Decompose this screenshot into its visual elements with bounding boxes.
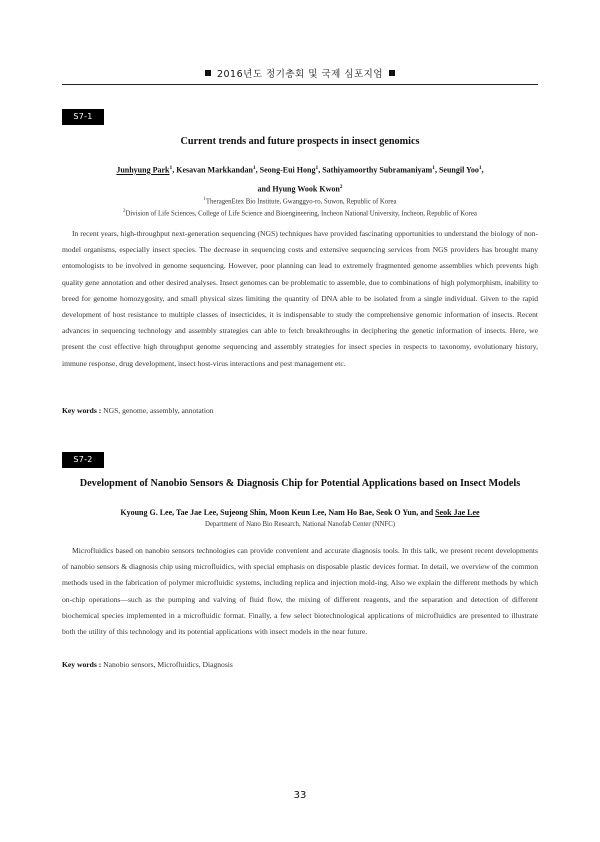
separator: , xyxy=(434,165,439,175)
keywords xyxy=(62,406,538,415)
affiliation-marker: 1 xyxy=(432,165,435,171)
session-badge: S7-1 xyxy=(62,109,104,125)
affiliation: Department of Nano Bio Research, National Nanofab Center (NNFC) xyxy=(204,521,396,528)
author-line-1 xyxy=(62,160,538,179)
affiliation xyxy=(62,207,538,219)
affiliation-marker: 1 xyxy=(315,165,319,171)
author: Kesavan Markkandan xyxy=(176,165,253,175)
author: Sathiyamoorthy Subramaniyam xyxy=(322,165,433,175)
keywords xyxy=(62,660,538,669)
session-badge: S7-2 xyxy=(62,452,104,468)
affiliation-marker: 2 xyxy=(339,183,343,190)
running-header xyxy=(0,66,600,80)
affiliation xyxy=(62,195,538,207)
author: Hyung Wook Kwon xyxy=(272,184,340,194)
separator: , xyxy=(172,165,177,175)
page-number: 33 xyxy=(293,790,307,801)
affiliation-marker: 1 xyxy=(203,197,206,202)
presenting-author: Junhyung Park xyxy=(116,165,170,175)
abstract-title: Current trends and future prospects in insect genomics xyxy=(180,136,420,147)
separator: , xyxy=(255,165,260,175)
presenting-author: Seok Jae Lee xyxy=(435,508,480,517)
affiliation-marker: 1 xyxy=(478,165,482,171)
keywords-label: Key words : xyxy=(62,660,102,669)
square-bullet-icon xyxy=(389,70,395,76)
conjunction: and xyxy=(257,184,273,194)
abstract-title: Development of Nanobio Sensors & Diagnosis Chip for Potential Applications based on Insect Models xyxy=(79,478,521,489)
running-header-text: 2016년도 정기총회 및 국제 심포지엄 xyxy=(216,69,384,80)
author: Seong-Eui Hong xyxy=(259,165,316,175)
keywords-label: Key words : xyxy=(62,406,102,415)
separator: , xyxy=(318,165,323,175)
square-bullet-icon xyxy=(205,70,211,76)
affiliation-list xyxy=(62,195,538,220)
header-rule xyxy=(62,84,538,85)
keywords-text: NGS, genome, assembly, annotation xyxy=(103,406,214,415)
abstract-body: In recent years, high-throughput next-generation sequencing (NGS) techniques have provided fascinating opportunities to understand the biology of non-model organisms, especially insect species. The decrease in sequencing costs and extensive sequencing services from NGS providers has brought many entomologists to be involved in genome sequencing. However, poor planning can lead to extremely fragmented genome assemblies which prevents high quality gene annotation and other desired analyses. Insect genomes can be problematic to assemble, due to combinations of high polymorphism, inability to breed for genome homozygosity, and small physical sizes limiting the quantity of DNA able to be isolated from a single individual. Given to the rapid development of host resistance to multiple classes of insecticides, it is indispensable to study the comprehensive genomic information of insects. Recent advances in sequencing technology and assembly strategies can able to fetch breakthroughs in deciphering the genetic information of insects. Here, we present the cost effective high throughput genome sequencing and assembly strategies for insect species in respects to taxonomy, evolutionary history, immune response, drug development, insect host-virus interactions and pest management etc. xyxy=(62,229,538,368)
affiliation-marker: 2 xyxy=(123,209,126,215)
affiliation-marker: 1 xyxy=(252,165,256,171)
author-list xyxy=(62,505,538,521)
keywords-text: Nanobio sensors, Microfluidics, Diagnosis xyxy=(103,660,233,669)
affiliation-text: Division of Life Sciences, College of Life Science and Bioengineering, Incheon National University, Incheon, Republic of Korea xyxy=(125,210,477,218)
affiliation-marker: 1 xyxy=(169,165,173,171)
abstract-body: Microfluidics based on nanobio sensors technologies can provide convenient and accurate diagnosis tools. In this talk, we present recent developments of nanobio sensors & diagnosis chip using microfluidics, with special emphasis on disposable plastic devices format. In detail, we overview of the common methods used in the fabrication of polymer microfluidic systems, including replica and injection mold-ing. Also we explain the different methods by which on-chip operations—such as the pumping and valving of fluid flow, the mixing of different reagents, and the separation and detection of different biochemical species implemented in a microfluidic format. Finally, a few select biotechnological applications of microfluidics are presented to illustrate both the utility of this technology and its potential applications with insect models in the near future. xyxy=(62,546,538,637)
author: Seungil Yoo xyxy=(438,165,479,175)
affiliation-text: TheragenEtex Bio Institute, Gwanggyo-ro, Suwon, Republic of Korea xyxy=(205,198,397,206)
author-names: Kyoung G. Lee, Tae Jae Lee, Sujeong Shin, Moon Keun Lee, Nam Ho Bae, Seok O Yun, and xyxy=(120,508,436,517)
author-list xyxy=(62,160,538,197)
separator: , xyxy=(481,165,484,175)
